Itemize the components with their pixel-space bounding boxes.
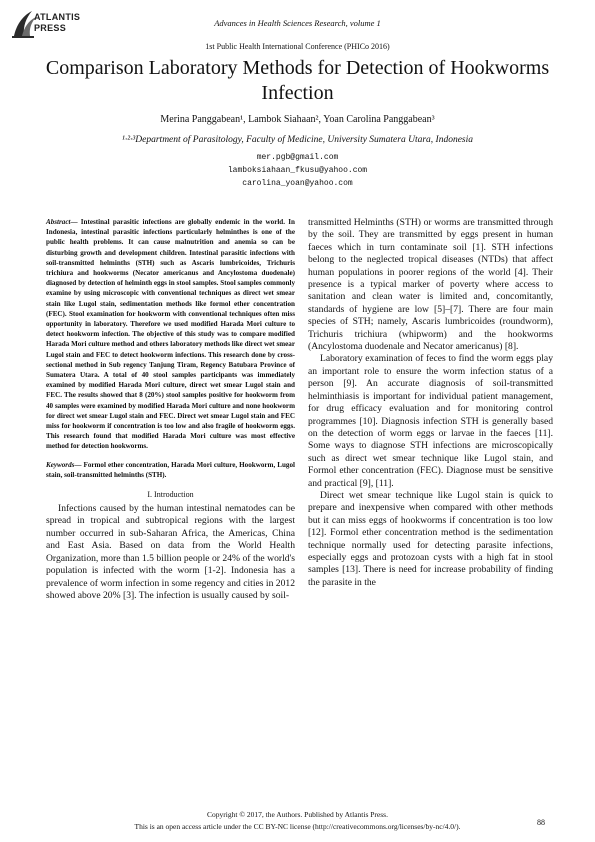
right-paragraph-1: transmitted Helminths (STH) or worms are transmitted through by the soil. They are transmitted by eggs present in human faeces which in turn contaminate soil [1]. STH infections belong to the neglected tropical diseases (NTDs) that affect human populations in poorer regions of the world [4]. Their presence is a typical marker of poverty where access to sanitation and clean water is limited and, concomitantly, standards of hygiene are low [5]–[7]. There are four main species of STH; namely, Ascaris lumbricoides (roundworm), Trichuris trichiura (whipworm) and the hookworms (Ancylostoma duodenale and Necator americanus) [8]. [308, 217, 553, 353]
conference-name: 1st Public Health International Conference (PHICo 2016) [205, 42, 390, 51]
keywords [46, 460, 295, 480]
introduction-paragraph-1: Infections caused by the human intestinal nematodes can be spread in tropical and subtropical regions with the largest number occurred in sub-Saharan Africa, the Americas, China and East Asia. Based on data from the World Health Organization, more than 1.5 billion people or 24% of the world's population is infected with the worm [1-2]. Indonesia has a prevalence of worm infection in some regency and cities in 2012 showed above 20% [3]. The infection is usually caused by soil- [46, 503, 295, 601]
logo-line-2: PRESS [34, 23, 67, 33]
section-heading-introduction: I. Introduction [147, 490, 194, 500]
abstract-lead: Abstract [46, 218, 71, 226]
keywords-lead: Keywords [46, 460, 75, 469]
right-paragraph-2: Laboratory examination of feces to find the worm eggs play an important role to ensure the worm infection status of a person [9]. An accurate diagnosis of soil-transmitted helminthiasis is important for individual patient management, for drug efficacy evaluation and for monitoring control programmes [10]. Diagnosis infection STH is generally based on the detection of worm eggs or larvae in the faeces [11]. Some ways to diagnose STH infections are microscopically such as direct wet smear technique like Lugol stain, and Formol ether concentration (FEC). Diagnose must be sensitive and practical [9], [11]. [308, 353, 553, 489]
abstract-text: — Intestinal parasitic infections are globally endemic in the world. In Indonesia, intestinal parasitic infections particularly helminthes is one of the public health problems. It can cause malnutrition and anemia so can be disturbing growth and development children. Intestinal parasitic infections with soil-transmitted helminths (STH) such as Ascaris lumbricoides, Trichuris trichiura and hookworms (Necator americanus and Ancylostoma duodenale) diagnosed by detection of helminth eggs in stool samples. Stool samples commonly examine by using microscopic with conventional techniques as direct wet smear stain like Lugol stain, sedimentation methods like formol ether concentration (FEC). Stool examination for hookworm with conventional techniques often miss opportunity in laboratory. Therefore we used modified Harada Mori culture to detect hookworm infection. The objective of this study was to compare modified Harada Mori culture method and others laboratory methods like direct wet smear Lugol stain and FEC to detect hookworm infections. This research done by cross-sectional method in Sub regency Tanjung Tiram, Regency Batubara Province of Sumatera Utara. A total of 40 stool samples participants was immediately examined by modified Harada Mori culture, direct wet smear Lugol stain and FEC. The results showed that 8 (20%) stool samples positive for hookworm from 40 samples were examined by modified Harada Mori culture and none hookworm for direct wet smear Lugol stain and FEC. Direct wet smear Lugol stain and FEC miss for hookworm if concentration is too low and also fragile of hookworm eggs. This research found that modified Harada Mori culture was most effective method for detection hookworms. [46, 218, 295, 451]
keywords-text: — Formol ether concentration, Harada Mori culture, Hookworm, Lugol stain, soil-transmitted helminths (STH). [46, 460, 295, 479]
author-email-1[interactable]: mer.pgb@gmail.com [256, 153, 339, 162]
logo-line-1: ATLANTIS [34, 12, 81, 22]
author-email-2[interactable]: lamboksiahaan_fkusu@yahoo.com [227, 166, 368, 175]
footer-license[interactable]: This is an open access article under the CC BY-NC license (http://creativecommons.org/licenses/by-nc/4.0/). [134, 822, 461, 831]
paper-title: Comparison Laboratory Methods for Detection of Hookworms Infection [45, 57, 550, 104]
author-email-3[interactable]: carolina_yoan@yahoo.com [242, 179, 353, 188]
right-column [308, 217, 553, 589]
abstract [46, 217, 295, 452]
left-column [46, 217, 295, 602]
footer-copyright: Copyright © 2017, the Authors. Published by Atlantis Press. [207, 810, 388, 819]
affiliation: ¹·²·³Department of Parasitology, Faculty of Medicine, University Sumatera Utara, Indonesia [121, 135, 474, 145]
page-number: 88 [537, 818, 545, 827]
journal-name: Advances in Health Sciences Research, volume 1 [214, 18, 381, 28]
right-paragraph-3: Direct wet smear technique like Lugol stain is quick to prepare and inexpensive when compared with other methods but it can miss eggs of hookworms if concentration is too low [12]. Formol ether concentration method is the sedimentation technique normally used for detecting parasite infections, especially eggs and protozoan cysts with a high fat in stool samples [13]. There is need for increase probability of finding the parasite in the [308, 489, 553, 588]
author-list: Merina Panggabean¹, Lambok Siahaan², Yoan Carolina Panggabean³ [160, 114, 435, 125]
